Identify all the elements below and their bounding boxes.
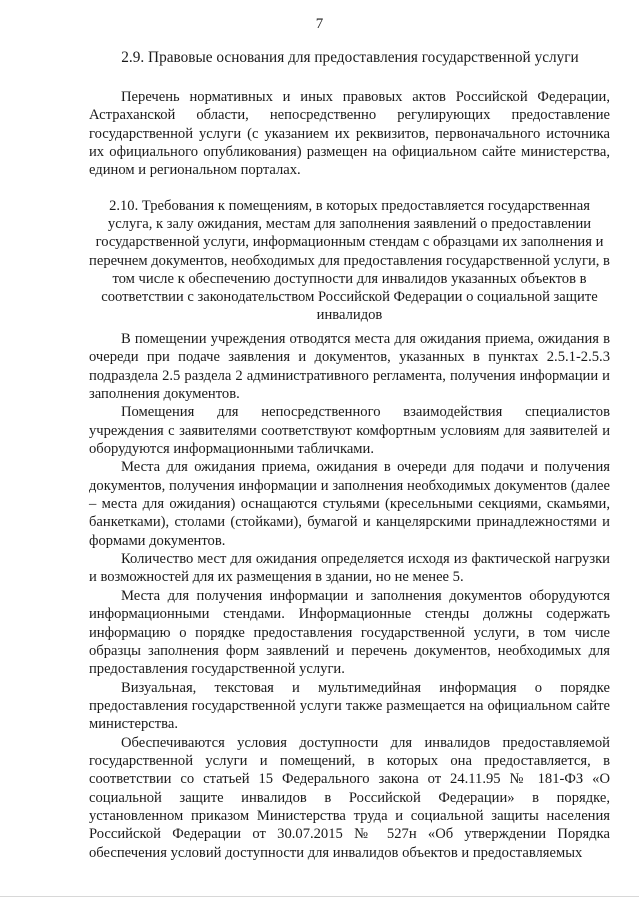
paragraph-multimedia: Визуальная, текстовая и мультимедийная информация о порядке предоставления государственной услуги также размещается на официальном сайте министерства. — [89, 679, 610, 733]
paragraph-seat-count: Количество мест для ожидания определяется исходя из фактической нагрузки и возможностей для их размещения в здании, но не менее 5. — [89, 551, 610, 586]
scan-edge-line — [0, 896, 639, 897]
intro-paragraph: Перечень нормативных и иных правовых актов Российской Федерации, Астраханской области, непосредственно регулирующих предоставление государственной услуги (с указанием их реквизитов, первоначального источника их официального опубликования) размещен на официальном сайте министерства, едином и региональном порталах. — [89, 89, 610, 179]
paragraph-premises: Помещения для непосредственного взаимодействия специалистов учреждения с заявителями соответствуют комфортным условиям для заявителей и оборудуются информационными табличками. — [89, 404, 610, 458]
paragraph-info-stands: Места для получения информации и заполнения документов оборудуются информационными стендами. Информационные стенды должны содержать информацию о порядке предоставления государственной услуги, в том числе образцы заполнения форм заявлений и перечень документов, необходимых для предоставления государственной услуги. — [89, 587, 610, 678]
section-heading-2-9: 2.9. Правовые основания для предоставления государственной услуги — [121, 49, 579, 66]
body-text — [89, 330, 610, 862]
page-number: 7 — [315, 16, 324, 32]
intro-block — [89, 88, 610, 179]
paragraph-accessibility: Обеспечиваются условия доступности для инвалидов предоставляемой государственной услуги и помещений, в которых она предоставляется, в соответствии со статьей 15 Федерального закона от 24.11.95 № 181-ФЗ «О социальной защите инвалидов в Российской Федерации» в порядке, установленном приказом Министерства труда и социальной защиты населения Российской Федерации от 30.07.2015 № 527н «Об утверждении Порядка обеспечения условий доступности для инвалидов объектов и предоставляемых — [89, 734, 610, 861]
paragraph-waiting-places: В помещении учреждения отводятся места для ожидания приема, ожидания в очереди при подаче заявления и документов, указанных в пунктах 2.5.1-2.5.3 подраздела 2.5 раздела 2 административного регламента, получения информации и заполнения документов. — [89, 331, 610, 403]
paragraph-equipment: Места для ожидания приема, ожидания в очереди для подачи и получения документов, получения информации и заполнения необходимых документов (далее – места для ожидания) оснащаются стульями (кресельными секциями, скамьями, банкетками), столами (стойками), бумагой и канцелярскими принадлежностями и формами документов. — [89, 459, 610, 549]
section-heading-2-10: 2.10. Требования к помещениям, в которых предоставляется государственная услуга, к залу ожидания, местам для заполнения заявлений о предоставлении государственной услуги, информационным стендам с образцами их заполнения и перечнем документов, необходимых для предоставления государственной услуги, в том числе к обеспечению доступности для инвалидов указанных объектов в соответствии с законодательством Российской Федерации о социальной защите инвалидов — [89, 198, 610, 324]
